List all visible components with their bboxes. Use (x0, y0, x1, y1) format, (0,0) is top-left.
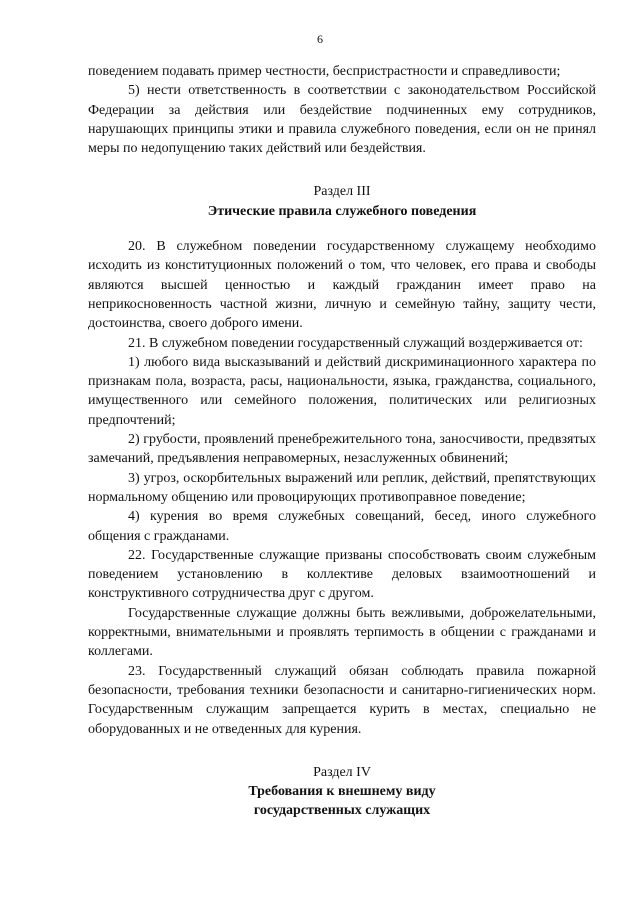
paragraph-21: 21. В служебном поведении государственный служащий воздерживается от: (128, 335, 583, 351)
paragraph-22-continued: Государственные служащие должны быть вежливыми, доброжелательными, корректными, внимательными и проявлять терпимость в общении с гражданами и коллегами. (88, 605, 596, 660)
page-number: 6 (317, 32, 323, 46)
paragraph-21-item-1: 1) любого вида высказываний и действий дискриминационного характера по признакам пола, возраста, расы, национальности, языка, гражданства, социального, имущественного или семейного положения, политических или религиозных предпочтений; (88, 354, 596, 428)
section-3-heading (88, 182, 596, 221)
paragraph-20: 20. В служебном поведении государственному служащему необходимо исходить из конституционных положений о том, что человек, его права и свободы являются высшей ценностью и каждый гражданин имеет право на неприкосновенность частной жизни, личную и семейную тайну, защиту чести, достоинства, своего доброго имени. (88, 239, 596, 332)
paragraph-item-5: 5) нести ответственность в соответствии с законодательством Российской Федерации за действия или бездействие подчиненных ему сотрудников, нарушающих принципы этики и правила служебного поведения, если он не принял меры по недопущению таких действий или бездействия. (88, 83, 596, 157)
section-3-label: Раздел III (313, 184, 371, 200)
paragraph-23: 23. Государственный служащий обязан соблюдать правила пожарной безопасности, требования техники безопасности и санитарно-гигиенических норм. Государственным служащим запрещается курить в местах, специально не оборудованных и не отведенных для курения. (88, 663, 596, 737)
document-body (88, 62, 596, 821)
section-4-label: Раздел IV (313, 764, 371, 780)
section-4-title-line-1: Требования к внешнему виду (248, 784, 436, 800)
section-3-title: Этические правила служебного поведения (207, 203, 477, 219)
paragraph-continuation: поведением подавать пример честности, беспристрастности и справедливости; (88, 64, 561, 79)
paragraph-21-item-2: 2) грубости, проявлений пренебрежительного тона, заносчивости, предвзятых замечаний, предъявления неправомерных, незаслуженных обвинений; (88, 432, 596, 467)
paragraph-21-item-4: 4) курения во время служебных совещаний, бесед, иного служебного общения с гражданами. (88, 509, 596, 544)
paragraph-21-item-3: 3) угроз, оскорбительных выражений или реплик, действий, препятствующих нормальному общению или провоцирующих противоправное поведение; (88, 470, 596, 505)
section-4-heading (88, 763, 596, 821)
section-4-title-line-2: государственных служащих (253, 803, 431, 819)
paragraph-22: 22. Государственные служащие призваны способствовать своим служебным поведением установлению в коллективе деловых взаимоотношений и конструктивного сотрудничества друг с другом. (88, 547, 596, 602)
